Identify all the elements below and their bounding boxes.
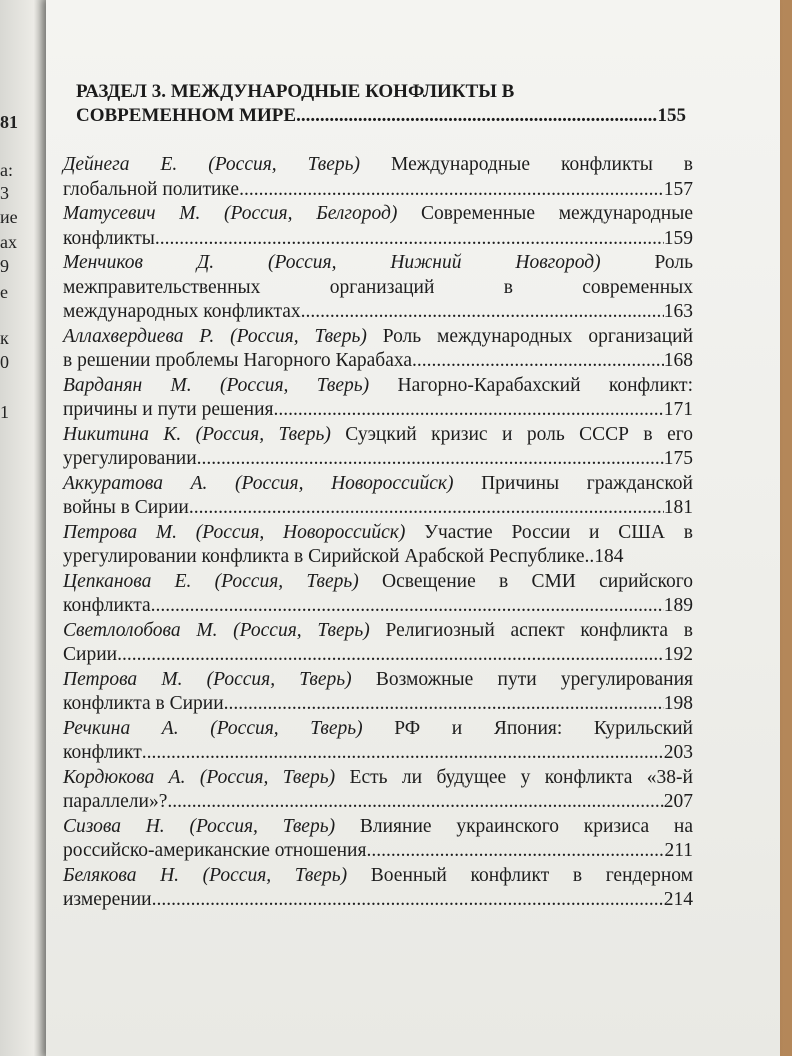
left-page-fragment: 0 [0, 352, 9, 372]
entry-title-cont: причины и пути решения [63, 399, 274, 420]
entry-title: Нагорно-Карабахский конфликт: [369, 374, 693, 396]
toc-entry [63, 521, 693, 570]
entry-title-cont: в решении проблемы Нагорного Карабаха [63, 350, 413, 371]
leader-dots [412, 349, 664, 374]
previous-page-edge [0, 0, 48, 1056]
entry-title: Влияние украинского кризиса на [335, 815, 693, 837]
leader-dots [197, 447, 664, 472]
leader-dots [239, 178, 664, 203]
entry-page-number: 181 [663, 497, 693, 518]
entry-title: Роль [600, 252, 693, 273]
leader-dots [189, 496, 664, 521]
entry-page-number: 189 [663, 595, 693, 616]
entry-author: Речкина А. (Россия, Тверь) [63, 717, 363, 739]
entry-author: Белякова Н. (Россия, Тверь) [63, 864, 348, 886]
entry-page-number: 171 [663, 399, 693, 420]
entry-title-cont: конфликты [63, 227, 155, 249]
entry-page-number: 203 [663, 742, 693, 763]
entry-title: Участие России и США в [405, 521, 693, 543]
entry-title-cont: конфликта в Сирии [63, 693, 224, 714]
entry-author: Цепканова Е. (Россия, Тверь) [63, 570, 359, 592]
entry-title: Возможные пути урегулирования [351, 668, 693, 690]
toc-entry [63, 472, 693, 521]
entry-page-number: 211 [664, 840, 693, 861]
entry-title-cont: урегулировании конфликта в Сирийской Арабской Республике.. [63, 546, 595, 567]
left-page-fragment: 81 [0, 112, 18, 132]
left-page-fragment: ие [0, 207, 18, 227]
entry-title: Роль международных организаций [366, 325, 694, 347]
entry-title-cont: измерении [63, 889, 152, 910]
toc-entry [63, 251, 693, 325]
leader-dots [301, 300, 664, 325]
toc-entry [63, 423, 693, 472]
section-title-line-2: СОВРЕМЕННОМ МИРЕ [76, 105, 297, 126]
entry-title-cont: войны в Сирии [63, 497, 189, 518]
entry-title-cont: глобальной политике [63, 178, 240, 200]
entry-title: Современные международные [397, 203, 693, 224]
toc-entry [63, 717, 693, 766]
entry-author: Аккуратова А. (Россия, Новороссийск) [63, 472, 454, 494]
leader-dots [167, 790, 663, 815]
leader-dots [274, 398, 664, 423]
table-of-contents [63, 153, 693, 913]
entry-title: Есть ли будущее у конфликта «38-й [335, 766, 693, 788]
entry-title: Причины гражданской [453, 472, 693, 494]
toc-entry [63, 153, 693, 202]
leader-dots [151, 594, 664, 619]
left-page-fragment: к [0, 328, 9, 348]
entry-page-number: 214 [663, 889, 693, 910]
toc-entry [63, 864, 693, 913]
entry-author: Матусевич М. (Россия, Белгород) [63, 203, 398, 224]
leader-dots [142, 741, 664, 766]
entry-title-cont: Сирии [63, 644, 118, 665]
toc-entry [63, 766, 693, 815]
entry-title-cont: конфликта [63, 595, 151, 616]
leader-dots [152, 888, 664, 913]
toc-entry [63, 619, 693, 668]
entry-title-cont: урегулировании [63, 448, 197, 469]
leader-dots [224, 692, 664, 717]
left-page-fragment: е [0, 282, 8, 302]
entry-page-number: 159 [663, 227, 693, 249]
toc-entry [63, 374, 693, 423]
leader-dots [366, 839, 664, 864]
leader-dots [117, 643, 664, 668]
entry-author: Никитина К. (Россия, Тверь) [63, 423, 331, 445]
entry-author: Варданян М. (Россия, Тверь) [63, 374, 370, 396]
toc-entry [63, 815, 693, 864]
entry-title-cont: параллели»? [63, 791, 168, 812]
entry-title: Международные конфликты в [360, 154, 693, 175]
toc-entry [63, 570, 693, 619]
left-page-fragment: 3 [0, 183, 9, 203]
entry-page-number: 192 [663, 644, 693, 665]
entry-page-number: 207 [663, 791, 693, 812]
entry-author: Аллахвердиева Р. (Россия, Тверь) [63, 325, 367, 347]
entry-author: Дейнега Е. (Россия, Тверь) [63, 154, 361, 175]
entry-title-cont: межправительственных организаций в современных [63, 276, 693, 298]
toc-entry [63, 202, 693, 251]
section-heading [76, 80, 686, 128]
leader-dots [155, 227, 664, 252]
toc-entry [63, 325, 693, 374]
entry-page-number: 168 [663, 350, 693, 371]
entry-title-cont: конфликт [63, 742, 142, 763]
entry-page-number: 198 [663, 693, 693, 714]
left-page-fragment: а: [0, 160, 13, 180]
entry-title-cont: международных конфликтах [63, 301, 301, 322]
section-page-number: 155 [657, 105, 686, 126]
entry-title: РФ и Япония: Курильский [362, 717, 693, 739]
entry-title: Освещение в СМИ сирийского [358, 570, 693, 592]
leader-dots [296, 104, 657, 128]
entry-author: Сизова Н. (Россия, Тверь) [63, 815, 336, 837]
left-page-fragment: ах [0, 232, 17, 252]
entry-author: Светлолобова М. (Россия, Тверь) [63, 619, 370, 641]
entry-author: Петрова М. (Россия, Тверь) [63, 668, 352, 690]
entry-page-number: 184 [594, 546, 624, 567]
entry-page-number: 157 [663, 178, 693, 200]
left-page-fragment: 9 [0, 256, 9, 276]
section-title-line-1: РАЗДЕЛ 3. МЕЖДУНАРОДНЫЕ КОНФЛИКТЫ В [76, 81, 515, 102]
entry-page-number: 163 [663, 301, 693, 322]
entry-title: Военный конфликт в гендерном [347, 864, 694, 886]
toc-entry [63, 668, 693, 717]
entry-title: Суэцкий кризис и роль СССР в его [330, 423, 693, 445]
left-page-fragment: 1 [0, 402, 9, 422]
entry-author: Кордюкова А. (Россия, Тверь) [63, 766, 336, 788]
entry-title-cont: российско-американские отношения [63, 840, 367, 861]
entry-author: Петрова М. (Россия, Новороссийск) [63, 521, 406, 543]
entry-page-number: 175 [663, 448, 693, 469]
contents-page [46, 0, 780, 1056]
entry-author: Менчиков Д. (Россия, Нижний Новгород) [63, 252, 601, 273]
entry-title: Религиозный аспект конфликта в [369, 619, 693, 641]
